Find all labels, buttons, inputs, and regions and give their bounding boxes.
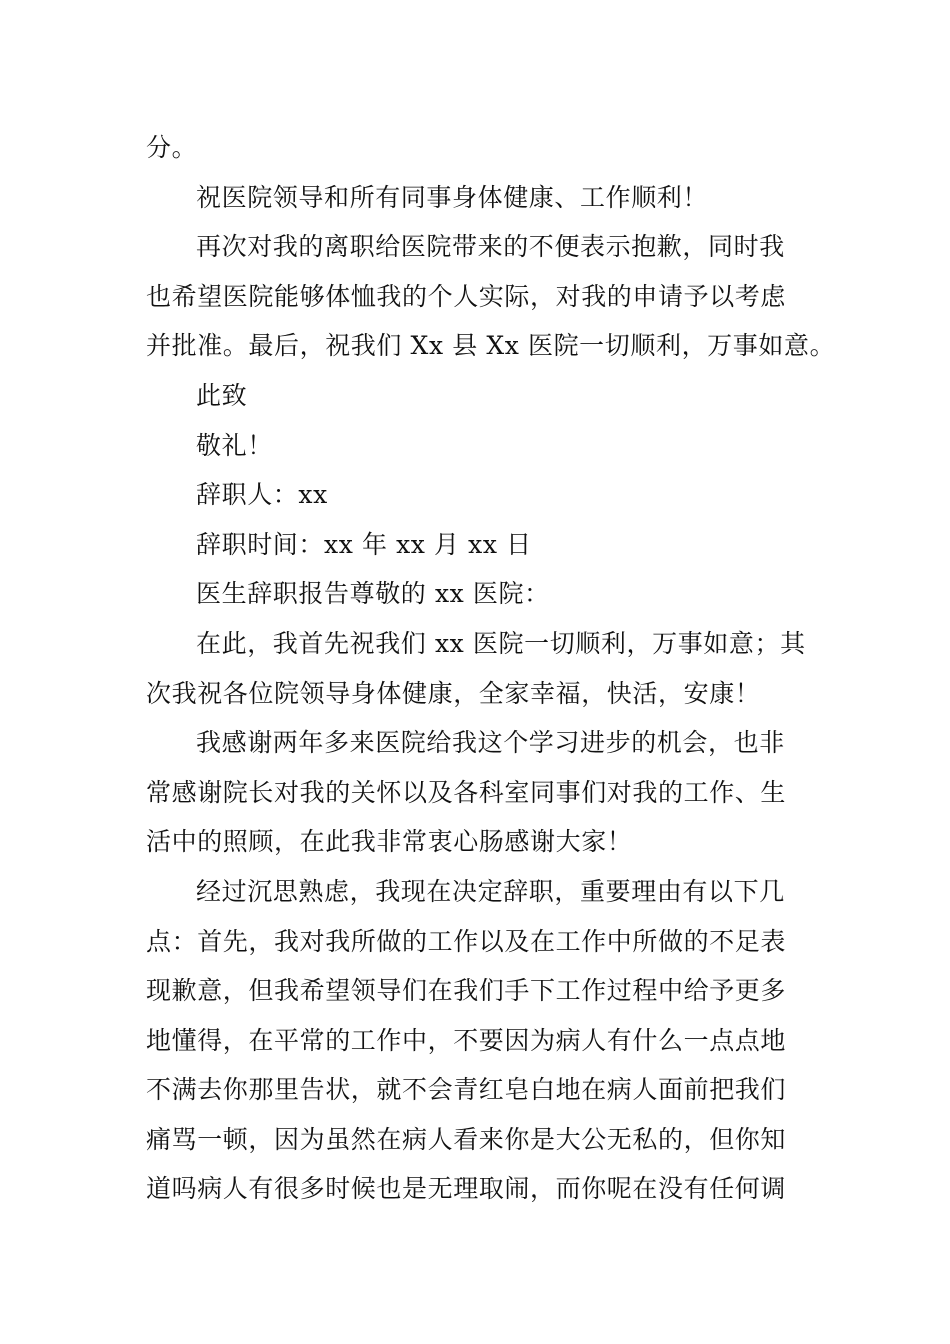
- text-line: 并批准。最后，祝我们 Xx 县 Xx 医院一切顺利，万事如意。: [146, 331, 836, 361]
- text-line: 常感谢院长对我的关怀以及各科室同事们对我的工作、生: [146, 777, 787, 807]
- text-line: 活中的照顾，在此我非常衷心肠感谢大家！: [146, 827, 633, 857]
- closing-respect: 敬礼！: [196, 430, 273, 460]
- text-line: 分。: [146, 133, 198, 162]
- text-line: 痛骂一顿，因为虽然在病人看来你是大公无私的，但你知: [146, 1124, 787, 1154]
- letter-body: [146, 123, 836, 1214]
- signature-date: 辞职时间：xx 年 xx 月 xx 日: [196, 529, 532, 559]
- closing-salutation: 此致: [196, 380, 248, 410]
- text-line: 在此，我首先祝我们 xx 医院一切顺利，万事如意；其: [196, 628, 806, 658]
- text-line: 现歉意，但我希望领导们在我们手下工作过程中给予更多: [146, 976, 787, 1006]
- text-line: 道吗病人有很多时候也是无理取闹，而你呢在没有任何调: [146, 1174, 787, 1204]
- text-line: 点：首先，我对我所做的工作以及在工作中所做的不足表: [146, 926, 787, 956]
- text-line: 经过沉思熟虑，我现在决定辞职，重要理由有以下几: [196, 876, 785, 906]
- text-line: 不满去你那里告状，就不会青红皂白地在病人面前把我们: [146, 1075, 787, 1105]
- text-line: 祝医院领导和所有同事身体健康、工作顺利！: [196, 182, 709, 212]
- text-line: 次我祝各位院领导身体健康，全家幸福，快活，安康！: [146, 678, 761, 708]
- text-line: 也希望医院能够体恤我的个人实际，对我的申请予以考虑: [146, 281, 787, 311]
- signature-name: 辞职人：xx: [196, 480, 328, 510]
- text-line: 地懂得，在平常的工作中，不要因为病人有什么一点点地: [146, 1025, 787, 1055]
- text-line: 再次对我的离职给医院带来的不便表示抱歉，同时我: [196, 232, 785, 262]
- section-heading: 医生辞职报告尊敬的 xx 医院：: [196, 579, 550, 609]
- text-line: 我感谢两年多来医院给我这个学习进步的机会，也非: [196, 728, 785, 758]
